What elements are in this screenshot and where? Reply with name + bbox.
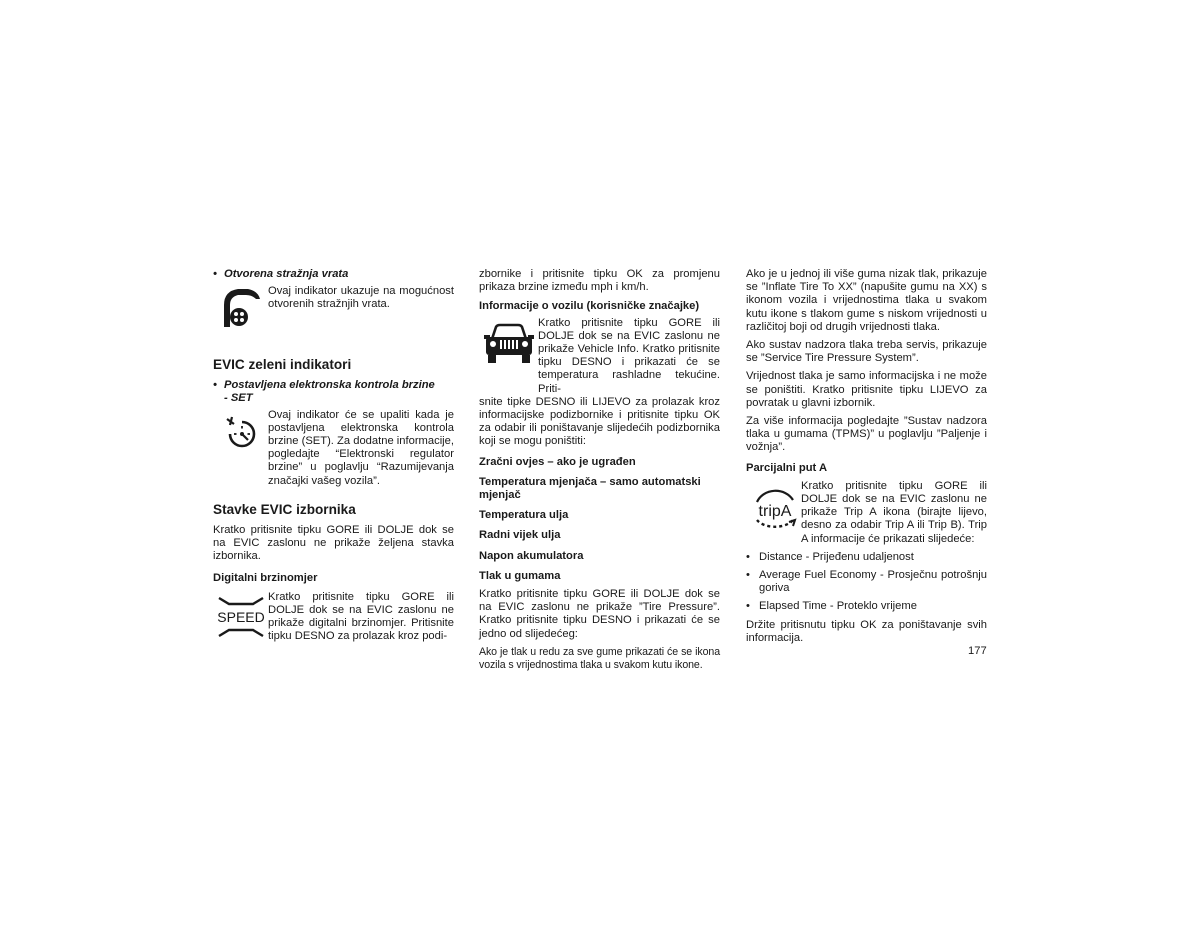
trip-text: Kratko pritisnite tipku GORE ili DOLJE dok se na EVIC zaslonu ne prikaže Trip A ikona (birajte lijevo, desno za odabir Trip A ili Trip B). Trip A informacije će prikazati slijedeće: — [801, 479, 987, 545]
heading-digital-speedometer: Digitalni brzinomjer — [213, 572, 318, 585]
heading-trip-a: Parcijalni put A — [746, 461, 828, 474]
column-3 — [746, 268, 987, 650]
speed-icon-label: SPEED — [216, 609, 265, 626]
page-number: 177 — [968, 645, 987, 657]
set-text: Ovaj indikator će se upaliti kada je postavljena elektronska kontrola brzine (SET). Za dodatne informacije, pogledajte “Elektronski regulator brzine” u poglavlju “Razumijevanja značajki vašeg vozila”. — [268, 408, 454, 487]
vehicle-text-wrap: Kratko pritisnite tipku GORE ili DOLJE dok se na EVIC zaslonu ne prikaže Vehicle Info. Kratko pritisnite tipku DESNO i prikazati će se temperatura rashladne tekućine. Priti- — [538, 316, 720, 395]
rear-door-block — [213, 285, 454, 329]
trip-a-icon — [746, 480, 801, 546]
item-oil-life: Radni vijek ulja — [479, 529, 561, 542]
heading-vehicle-info: Informacije o vozilu (korisničke značajke) — [479, 300, 700, 313]
trip-block — [746, 480, 987, 546]
tire-text: Kratko pritisnite tipku GORE ili DOLJE dok se na EVIC zaslonu ne prikaže ”Tire Pressure”. Kratko pritisnite tipku DESNO i prikazati će se jedno od slijedećeg: — [479, 588, 720, 640]
item-battery-voltage: Napon akumulatora — [479, 549, 584, 562]
bullet-set: • Postavljena elektronska kontrola brzine - SET — [213, 379, 435, 405]
item-oil-temp: Temperatura ulja — [479, 509, 569, 522]
rear-door-text: Ovaj indikator ukazuje na mogućnost otvorenih stražnjih vrata. — [268, 285, 454, 311]
digital-block — [213, 591, 454, 644]
vehicle-text-full: snite tipke DESNO ili LIJEVO za prolazak kroz informacijske podizbornike i pritisnite tipku OK za odabir ili poništavanje slijedećih podizbornika koji se mogu poništiti: — [479, 395, 720, 448]
continued-text: zbornike i pritisnite tipku OK za promjenu prikaza brzine između mph i km/h. — [479, 268, 720, 294]
reset-text: Držite pritisnutu tipku OK za poništavanje svih informacija. — [746, 618, 987, 644]
column-2 — [479, 268, 720, 677]
speed-icon — [213, 591, 268, 644]
info-only-text: Vrijednost tlaka je samo informacijska i ne može se poništiti. Kratko pritisnite tipku LIJEVO za povratak u glavni izbornik. — [746, 370, 987, 409]
more-info-text: Za više informacija pogledajte ”Sustav nadzora tlaka u gumama (TPMS)” u poglavlju ”Paljenje i vožnja”. — [746, 415, 987, 454]
rear-door-open-icon — [213, 285, 268, 329]
menu-text: Kratko pritisnite tipku GORE ili DOLJE dok se na EVIC zaslonu ne prikaže željena stavka izbornika. — [213, 523, 454, 563]
list-item: • Distance - Prijeđenu udaljenost — [746, 551, 987, 564]
tire-text-2: Ako je tlak u redu za sve gume prikazati će se ikona vozila s vrijednostima tlaka u svakom kutu ikone. — [479, 645, 720, 672]
list-item: • Average Fuel Economy - Prosječnu potrošnju goriva — [746, 569, 987, 595]
trip-info-list — [746, 551, 987, 614]
trip-icon-label: tripA — [758, 502, 791, 520]
column-1 — [213, 268, 454, 648]
bullet-rear-door: • Otvorena stražnja vrata — [213, 268, 349, 280]
item-tire-pressure: Tlak u gumama — [479, 569, 561, 582]
item-air-suspension: Zračni ovjes – ako je ugrađen — [479, 455, 636, 468]
service-text: Ako sustav nadzora tlaka treba servis, prikazuje se ”Service Tire Pressure System”. — [746, 339, 987, 365]
vehicle-info-icon — [479, 317, 538, 396]
heading-green-indicators: EVIC zeleni indikatori — [213, 357, 352, 373]
set-block — [213, 409, 454, 488]
digital-text: Kratko pritisnite tipku GORE ili DOLJE dok se na EVIC zaslonu ne prikaže digitalni brzinomjer. Pritisnite tipku DESNO za prolazak kroz podi- — [268, 590, 454, 643]
low-pressure-text: Ako je u jednoj ili više guma nizak tlak, prikazuje se ”Inflate Tire To XX” (napušite gumu na XX) s ikonom vozila i vrijednostima tlaka u svakom kutu ikone s tlakom gume s niskom vrijednosti u različitoj boji od drugih vrijednosti tlaka. — [746, 268, 987, 333]
speedometer-set-icon — [213, 409, 268, 488]
vehicle-block — [479, 317, 720, 396]
heading-menu-items: Stavke EVIC izbornika — [213, 501, 356, 517]
list-item: • Elapsed Time - Proteklo vrijeme — [746, 600, 987, 613]
item-transmission-temp: Temperatura mjenjača – samo automatski mjenjač — [479, 475, 701, 502]
